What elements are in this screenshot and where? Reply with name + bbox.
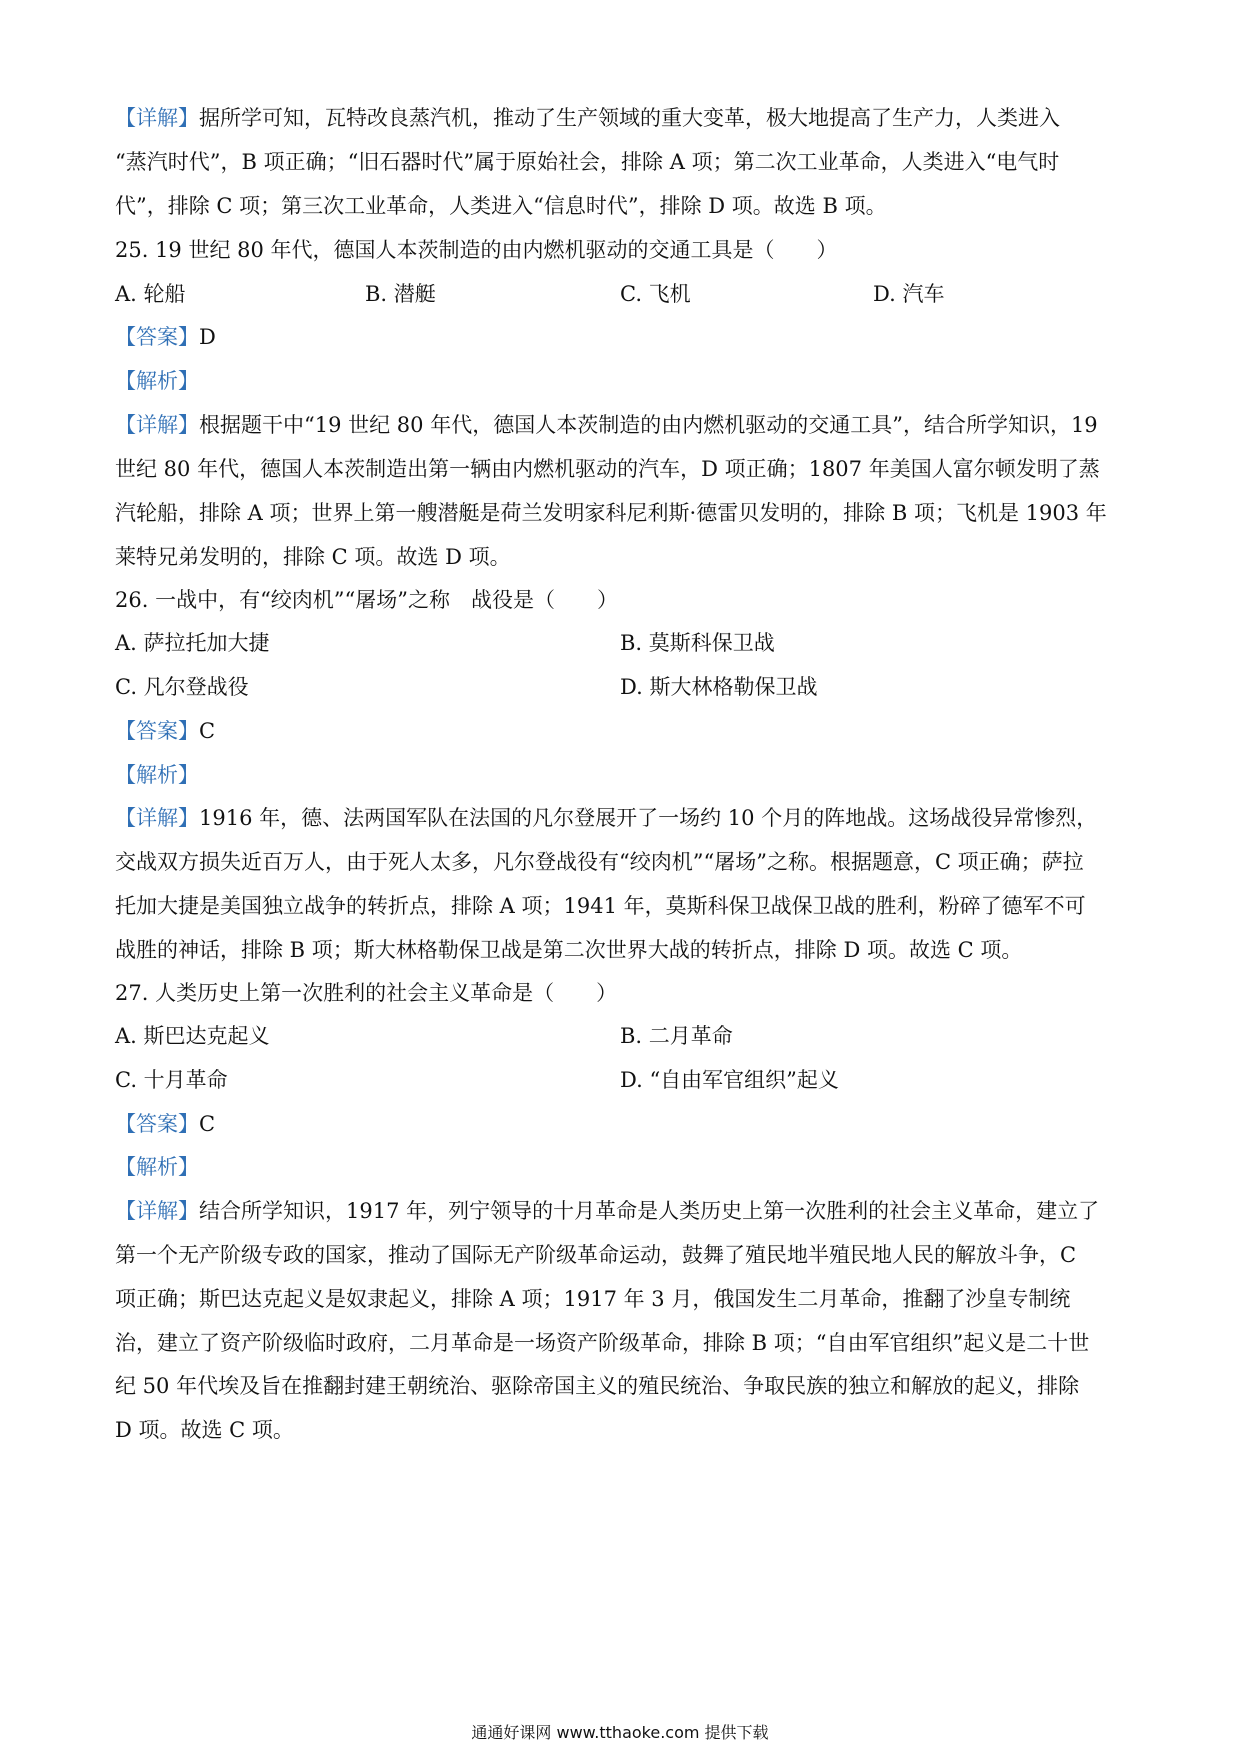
- q27-detail-line-3: 项正确；斯巴达克起义是奴隶起义，排除 A 项；1917 年 3 月，俄国发生二月革命，推翻了沙皇专制统: [115, 1287, 1071, 1311]
- q26-detail-line-2: 交战双方损失近百万人，由于死人太多，凡尔登战役有“绞肉机”“屠场”之称。根据题意，C 项正确；萨拉: [115, 850, 1084, 874]
- q27-question: 27. 人类历史上第一次胜利的社会主义革命是（ ）: [115, 981, 618, 1005]
- q24-detail-line-1: 【详解】据所学可知，瓦特改良蒸汽机，推动了生产领域的重大变革，极大地提高了生产力，人类进入: [115, 106, 1060, 130]
- q25-analysis-tag: 【解析】: [115, 369, 199, 393]
- q25-detail-line-2: 世纪 80 年代，德国人本茨制造出第一辆由内燃机驱动的汽车，D 项正确；1807 年美国人富尔顿发明了蒸: [115, 457, 1100, 481]
- q26-answer: 【答案】C: [115, 719, 216, 743]
- q25-answer: 【答案】D: [115, 325, 216, 349]
- q27-detail-line-6: D 项。故选 C 项。: [115, 1418, 294, 1442]
- q25-detail-line-3: 汽轮船，排除 A 项；世界上第一艘潜艇是荷兰发明家科尼利斯·德雷贝发明的，排除 B 项；飞机是 1903 年: [115, 501, 1107, 525]
- q25-detail-line-1: 【详解】根据题干中“19 世纪 80 年代，德国人本茨制造的由内燃机驱动的交通工具”，结合所学知识，19: [115, 413, 1098, 437]
- q26-detail-line-4: 战胜的神话，排除 B 项；斯大林格勒保卫战是第二次世界大战的转折点，排除 D 项。故选 C 项。: [115, 938, 1023, 962]
- detail-tag: 【详解】: [115, 806, 199, 830]
- q26-option-c: C. 凡尔登战役: [115, 675, 249, 699]
- detail-tag: 【详解】: [115, 413, 199, 437]
- q27-option-a: A. 斯巴达克起义: [115, 1024, 270, 1048]
- q27-option-b: B. 二月革命: [620, 1024, 733, 1048]
- q25-option-c: C. 飞机: [620, 282, 691, 306]
- q27-detail-line-4: 治，建立了资产阶级临时政府，二月革命是一场资产阶级革命，排除 B 项；“自由军官组织”起义是二十世: [115, 1331, 1090, 1355]
- q26-detail-line-3: 托加大捷是美国独立战争的转折点，排除 A 项；1941 年，莫斯科保卫战保卫战的胜利，粉碎了德军不可: [115, 894, 1086, 918]
- q26-option-b: B. 莫斯科保卫战: [620, 631, 775, 655]
- answer-tag: 【答案】: [115, 325, 199, 349]
- q27-detail-line-5: 纪 50 年代埃及旨在推翻封建王朝统治、驱除帝国主义的殖民统治、争取民族的独立和解放的起义，排除: [115, 1374, 1080, 1398]
- q27-option-c: C. 十月革命: [115, 1068, 228, 1092]
- detail-tag: 【详解】: [115, 106, 199, 130]
- q26-question: 26. 一战中，有“绞肉机”“屠场”之称 战役是（ ）: [115, 588, 619, 612]
- q27-detail-line-1: 【详解】结合所学知识，1917 年，列宁领导的十月革命是人类历史上第一次胜利的社会主义革命，建立了: [115, 1199, 1100, 1223]
- q26-option-a: A. 萨拉托加大捷: [115, 631, 270, 655]
- q24-detail-line-2: “蒸汽时代”，B 项正确；“旧石器时代”属于原始社会，排除 A 项；第二次工业革命，人类进入“电气时: [115, 150, 1060, 174]
- q25-question: 25. 19 世纪 80 年代，德国人本茨制造的由内燃机驱动的交通工具是（ ）: [115, 238, 838, 262]
- q26-analysis-tag: 【解析】: [115, 763, 199, 787]
- q27-detail-line-2: 第一个无产阶级专政的国家，推动了国际无产阶级革命运动，鼓舞了殖民地半殖民地人民的解放斗争，C: [115, 1243, 1077, 1267]
- detail-tag: 【详解】: [115, 1199, 199, 1223]
- q27-option-d: D. “自由军官组织”起义: [620, 1068, 839, 1092]
- q25-detail-line-4: 莱特兄弟发明的，排除 C 项。故选 D 项。: [115, 545, 511, 569]
- answer-tag: 【答案】: [115, 719, 199, 743]
- q27-answer: 【答案】C: [115, 1112, 216, 1136]
- q26-detail-line-1: 【详解】1916 年，德、法两国军队在法国的凡尔登展开了一场约 10 个月的阵地战。这场战役异常惨烈，: [115, 806, 1098, 830]
- footer-download-note: 通通好课网 www.tthaoke.com 提供下载: [471, 1723, 769, 1742]
- q27-analysis-tag: 【解析】: [115, 1155, 199, 1179]
- q25-option-a: A. 轮船: [115, 282, 186, 306]
- answer-tag: 【答案】: [115, 1112, 199, 1136]
- q24-detail-line-3: 代”，排除 C 项；第三次工业革命，人类进入“信息时代”，排除 D 项。故选 B 项。: [115, 194, 887, 218]
- q26-option-d: D. 斯大林格勒保卫战: [620, 675, 818, 699]
- q25-option-d: D. 汽车: [873, 282, 945, 306]
- q25-option-b: B. 潜艇: [365, 282, 436, 306]
